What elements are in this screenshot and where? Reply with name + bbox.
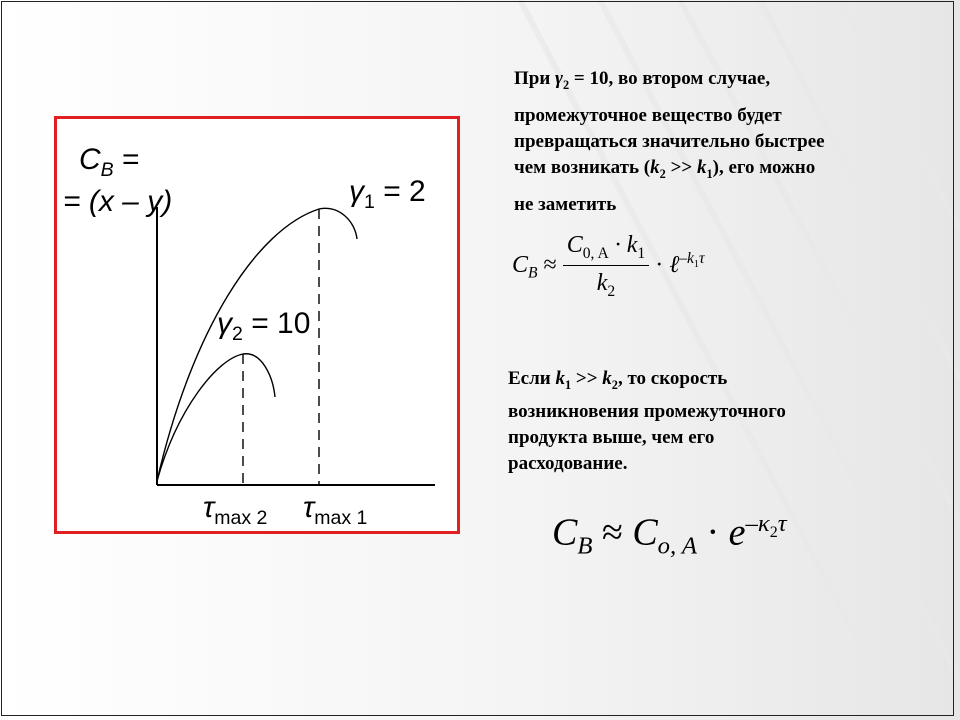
para2-line2: возникновения промежуточного bbox=[508, 401, 786, 423]
para1-line2: промежуточное вещество будет bbox=[514, 105, 782, 127]
para1-line4: чем возникать $(k_2 >> k_1)$, его можно bbox=[514, 156, 816, 181]
para2-line1: Если $k_1 >> k_2$, то скорость bbox=[508, 368, 728, 392]
tick-label-tmax2: $\tau_{max 2}$ bbox=[203, 491, 268, 529]
para2-line4: расходование. bbox=[508, 452, 628, 474]
curve1-label: $\gamma_1 = 2$ bbox=[349, 175, 426, 213]
equation-2: $C_B \approx C_{o, A} \cdot e^{-\kappa_2\tau}$ bbox=[552, 510, 787, 560]
para1-line3: превращаться значительно быстрее bbox=[514, 131, 825, 153]
paragraph-2 bbox=[508, 366, 928, 476]
para2-line3: продукта выше, чем его bbox=[508, 427, 715, 449]
equation-1: $C_B$ ≈ $\frac{C_{0, A} \cdot k_1}{k_2}$ · ℓ$^{-k_1\tau}$ bbox=[512, 232, 705, 300]
curve2-label: $\gamma_2 = 10$ bbox=[217, 307, 311, 345]
tick-label-tmax1: $\tau_{max 1}$ bbox=[303, 491, 368, 529]
paragraph-1 bbox=[514, 66, 934, 218]
curve-gamma1 bbox=[157, 208, 357, 481]
y-axis-label-line1: $C_B$ = bbox=[79, 143, 140, 181]
y-axis-label-line2: = (x – y) bbox=[63, 185, 173, 218]
reaction-kinetics-diagram bbox=[54, 116, 460, 534]
para1-line5: не заметить bbox=[514, 194, 617, 216]
para1-line1: При $\gamma_2 = 10$, во втором случае, bbox=[514, 68, 771, 92]
